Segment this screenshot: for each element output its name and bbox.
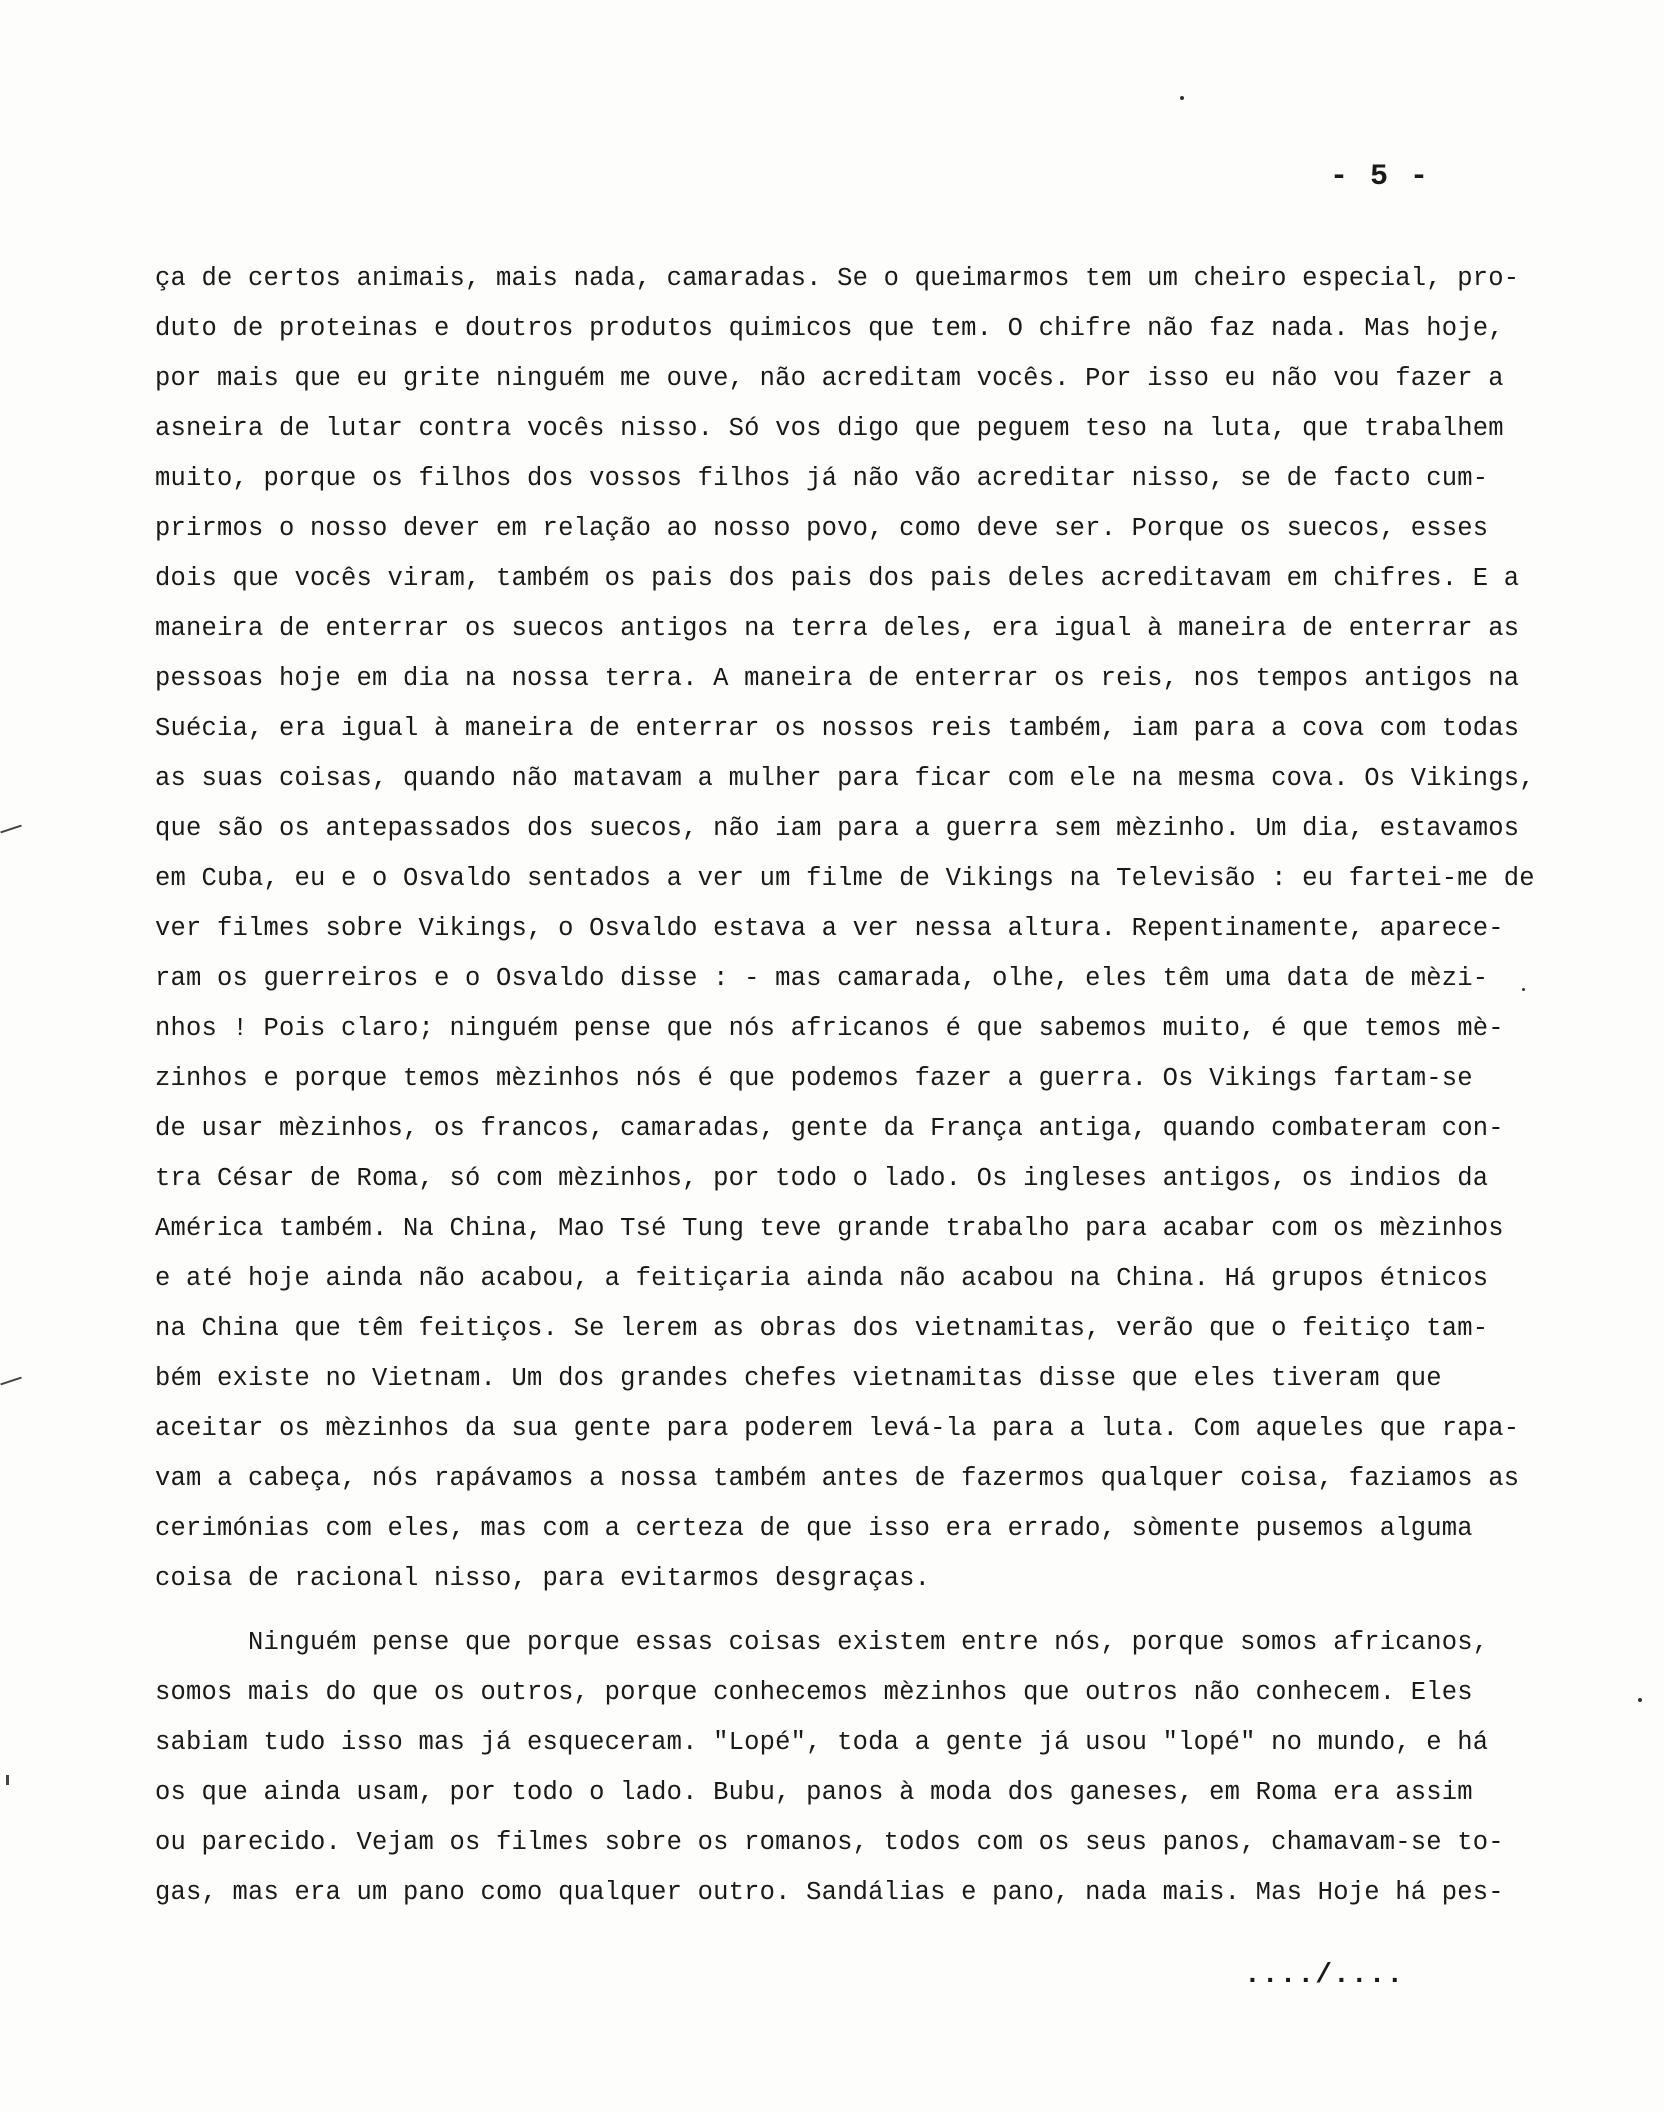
scan-speck [1522, 988, 1525, 991]
margin-tick [0, 825, 22, 834]
paragraph-gap [155, 1604, 1535, 1618]
text-line: ver filmes sobre Vikings, o Osvaldo estava a ver nessa altura. Repentinamente, aparece- [155, 914, 1504, 943]
text-line: na China que têm feitiços. Se lerem as obras dos vietnamitas, verão que o feitiço tam- [155, 1314, 1489, 1343]
text-line: em Cuba, eu e o Osvaldo sentados a ver um filme de Vikings na Televisão : eu fartei-me de [155, 864, 1535, 893]
text-line: asneira de lutar contra vocês nisso. Só vos digo que peguem teso na luta, que trabalhem [155, 414, 1504, 443]
text-line: zinhos e porque temos mèzinhos nós é que podemos fazer a guerra. Os Vikings fartam-se [155, 1064, 1473, 1093]
text-line: Suécia, era igual à maneira de enterrar os nossos reis também, iam para a cova com todas [155, 714, 1520, 743]
text-line: coisa de racional nisso, para evitarmos desgraças. [155, 1564, 931, 1593]
paragraph-1 [155, 254, 1535, 1604]
text-line: tra César de Roma, só com mèzinhos, por todo o lado. Os ingleses antigos, os indios da [155, 1164, 1489, 1193]
margin-tick [0, 1377, 22, 1386]
text-line: os que ainda usam, por todo o lado. Bubu, panos à moda dos ganeses, em Roma era assim [155, 1778, 1473, 1807]
continuation-mark: ..../.... [1244, 1960, 1405, 1991]
text-line: nhos ! Pois claro; ninguém pense que nós africanos é que sabemos muito, é que temos mè- [155, 1014, 1504, 1043]
scan-speck [1180, 96, 1184, 100]
text-line: que são os antepassados dos suecos, não iam para a guerra sem mèzinho. Um dia, estavamos [155, 814, 1520, 843]
text-line: muito, porque os filhos dos vossos filhos já não vão acreditar nisso, se de facto cum- [155, 464, 1489, 493]
margin-tick [6, 1775, 9, 1785]
text-line: Ninguém pense que porque essas coisas existem entre nós, porque somos africanos, [155, 1628, 1489, 1657]
text-line: gas, mas era um pano como qualquer outro. Sandálias e pano, nada mais. Mas Hoje há pes- [155, 1878, 1504, 1907]
text-line: prirmos o nosso dever em relação ao nosso povo, como deve ser. Porque os suecos, esses [155, 514, 1489, 543]
text-line: por mais que eu grite ninguém me ouve, não acreditam vocês. Por isso eu não vou fazer a [155, 364, 1504, 393]
text-line: maneira de enterrar os suecos antigos na terra deles, era igual à maneira de enterrar as [155, 614, 1520, 643]
text-line: ou parecido. Vejam os filmes sobre os romanos, todos com os seus panos, chamavam-se to- [155, 1828, 1504, 1857]
body-text [155, 254, 1535, 1918]
text-line: ram os guerreiros e o Osvaldo disse : - mas camarada, olhe, eles têm uma data de mèzi- [155, 964, 1489, 993]
text-line: dois que vocês viram, também os pais dos pais dos pais deles acreditavam em chifres. E a [155, 564, 1520, 593]
text-line: somos mais do que os outros, porque conhecemos mèzinhos que outros não conhecem. Eles [155, 1678, 1473, 1707]
text-line: sabiam tudo isso mas já esqueceram. "Lopé", toda a gente já usou "lopé" no mundo, e há [155, 1728, 1489, 1757]
text-line: aceitar os mèzinhos da sua gente para poderem levá-la para a luta. Com aqueles que rapa- [155, 1414, 1520, 1443]
text-line: cerimónias com eles, mas com a certeza de que isso era errado, sòmente pusemos alguma [155, 1514, 1473, 1543]
text-line: bém existe no Vietnam. Um dos grandes chefes vietnamitas disse que eles tiveram que [155, 1364, 1442, 1393]
text-line: as suas coisas, quando não matavam a mulher para ficar com ele na mesma cova. Os Vikings, [155, 764, 1535, 793]
text-line: pessoas hoje em dia na nossa terra. A maneira de enterrar os reis, nos tempos antigos na [155, 664, 1520, 693]
text-line: América também. Na China, Mao Tsé Tung teve grande trabalho para acabar com os mèzinhos [155, 1214, 1504, 1243]
paragraph-2 [155, 1618, 1535, 1918]
text-line: vam a cabeça, nós rapávamos a nossa também antes de fazermos qualquer coisa, faziamos as [155, 1464, 1520, 1493]
text-line: duto de proteinas e doutros produtos quimicos que tem. O chifre não faz nada. Mas hoje, [155, 314, 1504, 343]
scan-speck [1638, 1698, 1642, 1702]
text-line: de usar mèzinhos, os francos, camaradas, gente da França antiga, quando combateram con- [155, 1114, 1504, 1143]
page-number: - 5 - [1330, 160, 1431, 194]
text-line: ça de certos animais, mais nada, camaradas. Se o queimarmos tem um cheiro especial, pro- [155, 264, 1520, 293]
text-line: e até hoje ainda não acabou, a feitiçaria ainda não acabou na China. Há grupos étnicos [155, 1264, 1489, 1293]
